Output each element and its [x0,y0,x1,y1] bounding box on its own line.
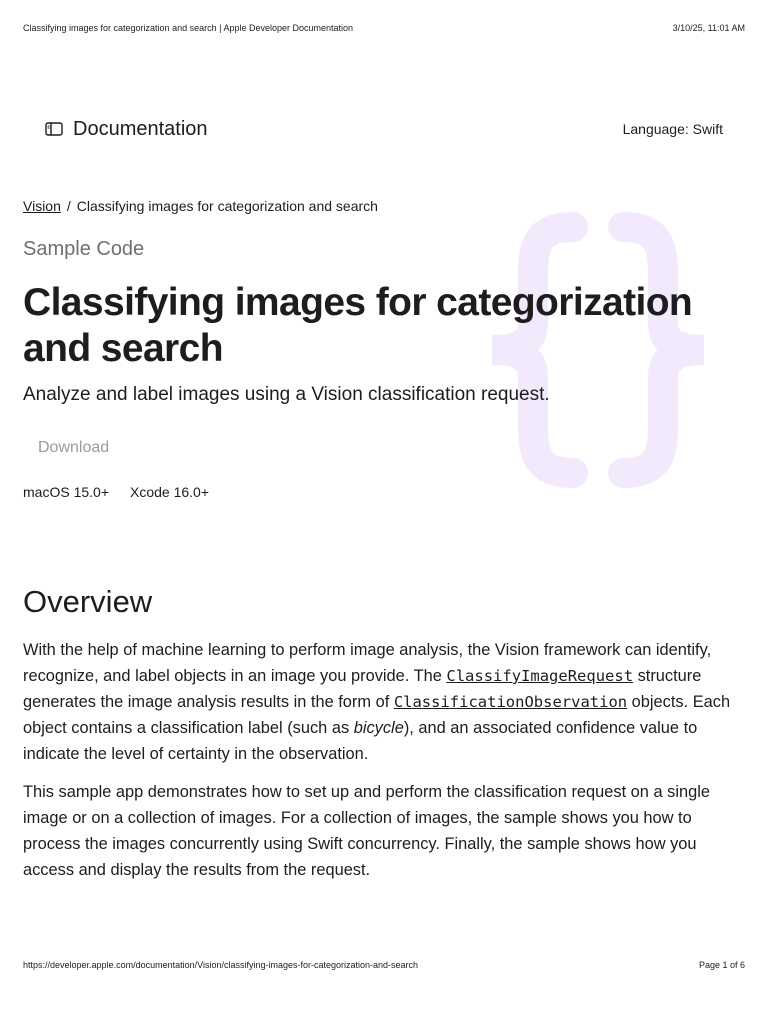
platform-xcode: Xcode 16.0+ [130,484,210,500]
classification-observation-link[interactable]: ClassificationObservation [393,693,628,711]
page-title: Classifying images for categorization and search [23,281,693,370]
print-footer [23,960,745,970]
overview-paragraph-2: This sample app demonstrates how to set up and perform the classification request on a single image or on a collection of images. For a collection of images, the sample shows you how to process the images concurrently using Swift concurrency. Finally, the sample shows how you access and display the results from the request. [23,783,710,879]
language-selector[interactable]: Language: Swift [622,121,723,137]
p1-text-2: structure generates the image analysis results in the form of [23,667,702,711]
breadcrumb-separator: / [66,198,71,214]
breadcrumb [23,198,378,214]
p1-text-3: objects. Each object contains a classification label (such as [23,693,731,737]
p1-emphasis: bicycle [353,719,404,737]
overview-heading: Overview [23,584,153,619]
page-abstract: Analyze and label images using a Vision classification request. [23,384,550,405]
topbar-left [45,118,208,141]
print-footer-url: https://developer.apple.com/documentation/Vision/classifying-images-for-categorization-and-search [23,960,419,970]
print-header-datetime: 3/10/25, 11:01 AM [672,23,745,33]
sidebar-icon[interactable] [45,122,63,136]
top-navigation [45,116,723,142]
documentation-title[interactable]: Documentation [73,117,208,140]
breadcrumb-link-vision[interactable]: Vision [23,198,61,214]
eyebrow-label: Sample Code [23,238,145,260]
p1-text-4: ), and an associated confidence value to indicate the level of certainty in the observation. [23,719,698,763]
breadcrumb-current: Classifying images for categorization and search [76,198,378,214]
classify-image-request-link[interactable]: ClassifyImageRequest [446,667,634,685]
print-header [23,23,745,33]
p1-text-1: With the help of machine learning to perform image analysis, the Vision framework can identify, recognize, and label objects in an image you provide. The [23,641,712,685]
print-header-title: Classifying images for categorization and search | Apple Developer Documentation [23,23,354,33]
download-button[interactable]: Download [38,439,110,456]
platform-list [23,484,209,500]
platform-macos: macOS 15.0+ [23,484,109,500]
print-footer-page: Page 1 of 6 [698,960,745,970]
overview-paragraph-1 [23,637,748,767]
